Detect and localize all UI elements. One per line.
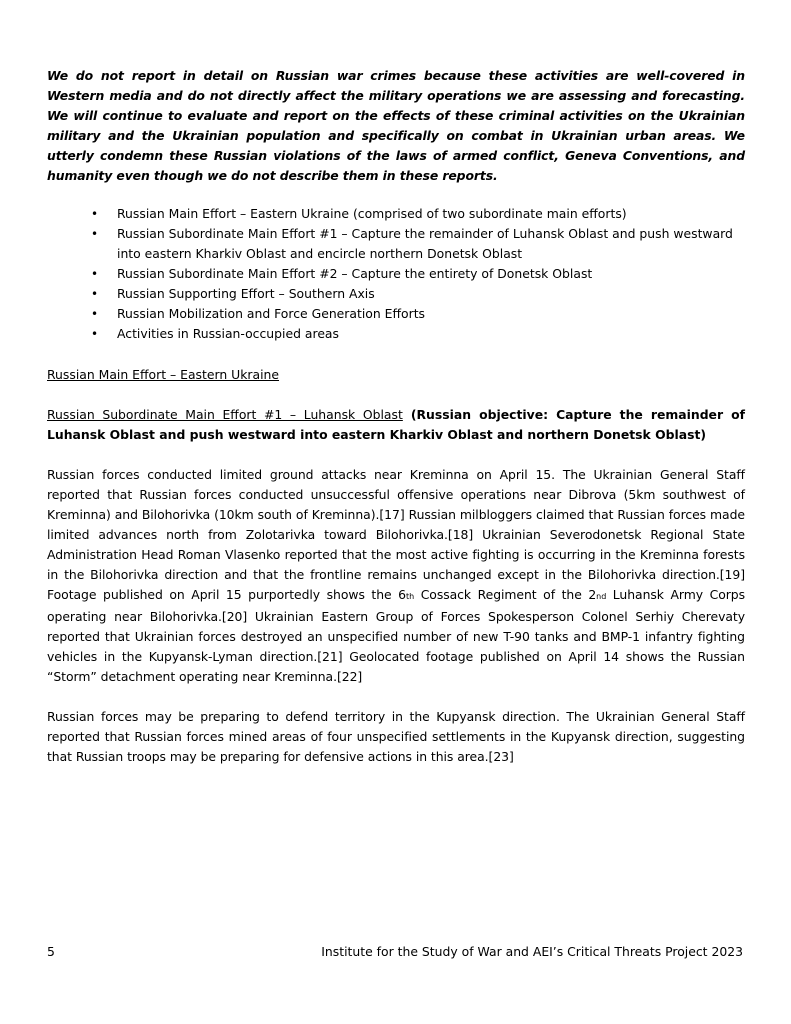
list-item xyxy=(47,324,745,344)
page-content xyxy=(47,66,745,767)
list-item-label: Russian Subordinate Main Effort #2 – Capture the entirety of Donetsk Oblast xyxy=(117,266,593,281)
main-effort-heading xyxy=(47,365,745,385)
list-item-label: Russian Main Effort – Eastern Ukraine (comprised of two subordinate main efforts) xyxy=(117,206,627,221)
paragraph-text: Cossack Regiment of the 2 xyxy=(414,587,597,602)
efforts-list xyxy=(47,204,745,344)
page-number: 5 xyxy=(47,944,55,959)
ordinal-suffix: th xyxy=(406,592,415,601)
war-crimes-disclaimer: We do not report in detail on Russian war crimes because these activities are well-covered in Western media and do not directly affect the military operations we are assessing and forecasting. We will continue to evaluate and report on the effects of these criminal activities on the Ukrainian military and the Ukrainian population and specifically on combat in Ukrainian urban areas. We utterly condemn these Russian violations of the laws of armed conflict, Geneva Conventions, and humanity even though we do not describe them in these reports. xyxy=(47,68,745,183)
list-item-label: Russian Supporting Effort – Southern Axis xyxy=(117,286,375,301)
paragraph-text: Russian forces conducted limited ground attacks near Kreminna on April 15. The Ukrainian General Staff reported that Russian forces conducted unsuccessful offensive operations near Dibrova (5km southwest of Kreminna) and Bilohorivka (10km south of Kreminna).[17] Russian milbloggers claimed that Russian forces made limited advances north from Zolotarivka toward Bilohorivka.[18] Ukrainian Severodonetsk Regional State Administration Head Roman Vlasenko reported that the most active fighting is occurring in the Kreminna forests in the Bilohorivka direction and that the frontline remains unchanged except in the Bilohorivka direction.[19] Footage published on April 15 purportedly shows the 6 xyxy=(47,467,745,602)
bullet-icon: • xyxy=(91,327,99,341)
bullet-icon: • xyxy=(91,287,99,301)
list-item-label: Russian Mobilization and Force Generation Efforts xyxy=(117,306,426,321)
bullet-icon: • xyxy=(91,227,99,241)
kupyansk-paragraph: Russian forces may be preparing to defend territory in the Kupyansk direction. The Ukrainian General Staff reported that Russian forces mined areas of four unspecified settlements in the Kupyansk direction, suggesting that Russian troops may be preparing for defensive actions in this area.[23] xyxy=(47,709,745,764)
list-item xyxy=(47,204,745,224)
list-item xyxy=(47,284,745,304)
bullet-icon: • xyxy=(91,207,99,221)
main-effort-heading-text: Russian Main Effort – Eastern Ukraine xyxy=(47,367,280,382)
list-item-label: Russian Subordinate Main Effort #1 – Capture the remainder of Luhansk Oblast and push westward into eastern Kharkiv Oblast and encircle northern Donetsk Oblast xyxy=(117,226,733,261)
subordinate-effort-heading xyxy=(47,405,745,445)
bullet-icon: • xyxy=(91,267,99,281)
footer-credit: Institute for the Study of War and AEI’s Critical Threats Project 2023 xyxy=(321,944,743,959)
kreminna-paragraph xyxy=(47,465,745,687)
list-item xyxy=(47,264,745,284)
list-item xyxy=(47,224,745,264)
paragraph-text: Luhansk Army Corps operating near Bilohorivka.[20] Ukrainian Eastern Group of Forces Spokesperson Colonel Serhiy Cherevaty reported that Ukrainian forces destroyed an unspecified number of new T-90 tanks and BMP-1 infantry fighting vehicles in the Kupyansk-Lyman direction.[21] Geolocated footage published on April 14 shows the Russian “Storm” detachment operating near Kreminna.[22] xyxy=(47,587,745,684)
ordinal-suffix: nd xyxy=(596,592,607,601)
subordinate-effort-title: Russian Subordinate Main Effort #1 – Luhansk Oblast xyxy=(47,407,403,422)
list-item-label: Activities in Russian-occupied areas xyxy=(117,326,339,341)
subordinate-effort-objective: (Russian objective: Capture the remainder of Luhansk Oblast and push westward into eastern Kharkiv Oblast and northern Donetsk Oblast) xyxy=(47,407,745,442)
list-item xyxy=(47,304,745,324)
bullet-icon: • xyxy=(91,307,99,321)
